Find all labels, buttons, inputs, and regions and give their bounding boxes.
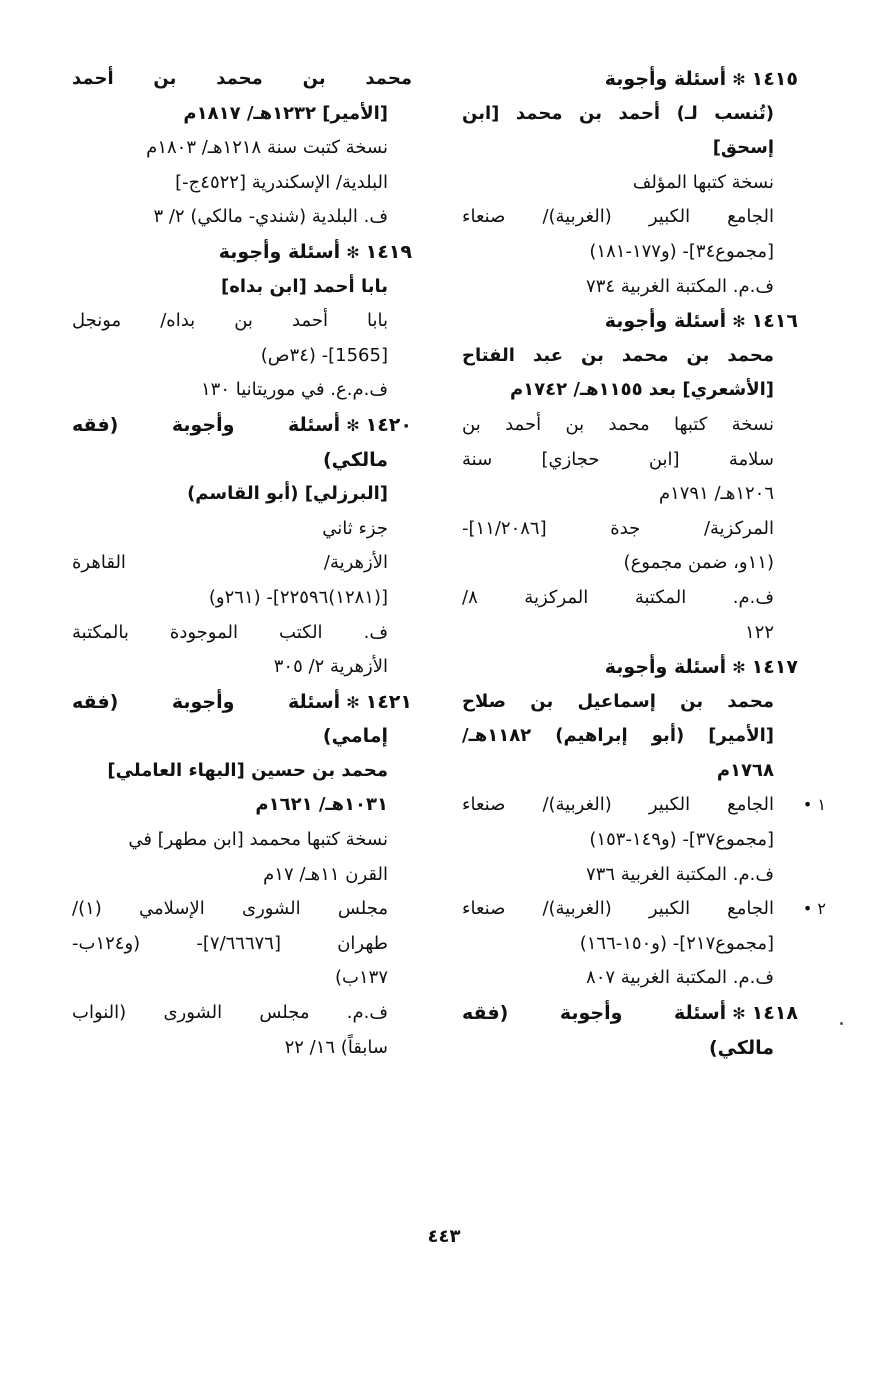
copy-reference: ف.م. المكتبة الغربية ٧٣٦ [586, 863, 774, 885]
entry-note: ١٢٠٦هـ/ ١٧٩١م [658, 483, 774, 505]
entry-1416 [462, 304, 798, 650]
entry-title: أسئلة وأجوبة [604, 656, 727, 679]
entry-title: أسئلة وأجوبة (فقه [72, 413, 341, 436]
entry-reference: ف. الكتب الموجودة بالمكتبة [72, 621, 388, 643]
star-icon: ✻ [346, 242, 360, 262]
star-icon: ✻ [346, 415, 360, 435]
entry-title: إمامي) [322, 725, 388, 748]
entry-reference: الأزهرية ٢/ ٣٠٥ [273, 656, 388, 678]
entry-number: ١٤٢١ [365, 690, 412, 713]
left-column [72, 62, 412, 1065]
entry-location: البلدية/ الإسكندرية [٤٥٢٢ج-] [175, 171, 388, 193]
entry-location: (١١و، ضمن مجموع) [623, 552, 774, 574]
entry-shelfmark: [مجموع٣٤]- (و١٧٧-١٨١) [589, 240, 774, 262]
entry-author: [الأشعري] بعد ١١٥٥هـ/ ١٧٤٢م [509, 379, 774, 401]
entry-author: محمد بن إسماعيل بن صلاح [462, 690, 774, 712]
entry-note: نسخة كتبها المؤلف [632, 171, 774, 193]
star-icon: ✻ [732, 312, 746, 332]
entry-author: [الأمير] ١٢٣٢هـ/ ١٨١٧م [183, 102, 388, 124]
margin-mark [840, 1022, 843, 1025]
entry-author: [البرزلي] (أبو القاسم) [187, 483, 388, 505]
entry-1418-continued [72, 62, 412, 235]
entry-author: إسحق] [712, 137, 774, 159]
entry-author: بابا أحمد [ابن بداه] [221, 275, 388, 297]
entry-location: الأزهرية/ القاهرة [72, 552, 388, 574]
entry-1415 [462, 62, 798, 304]
entry-number: ١٤٢٠ [365, 413, 412, 436]
entry-author: [الأمير] (أبو إبراهيم) ١١٨٢هـ/ [462, 725, 774, 747]
entry-heading [72, 685, 412, 720]
entry-heading [462, 650, 798, 685]
entry-author: (تُنسب لـ) أحمد بن محمد [ابن [462, 102, 774, 124]
entry-number: ١٤١٩ [365, 240, 412, 263]
entry-heading [462, 62, 798, 97]
entry-note: نسخة كتبها محمد بن أحمد بن [462, 413, 774, 435]
star-icon: ✻ [346, 692, 360, 712]
star-icon: ✻ [732, 658, 746, 678]
entry-reference: ف.م. المكتبة المركزية ٨/ [462, 586, 774, 608]
entry-author: ١٧٦٨م [716, 759, 774, 781]
entry-heading [462, 304, 798, 339]
entry-title: مالكي) [323, 448, 388, 471]
entry-author: ١٠٣١هـ/ ١٦٢١م [255, 794, 388, 816]
copy-location: ١ • الجامع الكبير (الغربية)/ صنعاء [462, 788, 798, 823]
copy-index: ١ • [802, 795, 826, 815]
entry-location: مجلس الشورى الإسلامي (١)/ [72, 898, 388, 920]
entry-number: ١٤١٨ [751, 1002, 798, 1025]
entry-reference: سابقاً) ١٦/ ٢٢ [284, 1036, 388, 1058]
entry-title: أسئلة وأجوبة [604, 310, 727, 333]
entry-author: محمد بن محمد بن أحمد [72, 68, 412, 89]
entry-author: محمد بن محمد بن عبد الفتاح [462, 344, 774, 366]
entry-number: ١٤١٥ [751, 68, 798, 90]
entry-title: أسئلة وأجوبة [604, 68, 727, 90]
entry-location: بابا أحمد بن بداه/ مونجل [72, 310, 388, 332]
entry-reference: ١٢٢ [744, 621, 774, 643]
right-column [462, 62, 826, 1065]
entry-location: [1565]- (٣٤ص) [260, 344, 388, 366]
entry-1417 [462, 650, 826, 996]
entry-heading [462, 996, 798, 1031]
entry-reference: ف. البلدية (شندي- مالكي) ٢/ ٣ [153, 206, 388, 228]
entry-reference: ف.م.ع. في موريتانيا ١٣٠ [201, 379, 388, 401]
entry-1419 [72, 235, 412, 408]
entry-title: أسئلة وأجوبة [218, 240, 341, 263]
copy-shelfmark: [مجموع٣٧]- (و١٤٩-١٥٣) [589, 829, 774, 851]
entry-heading [72, 235, 412, 270]
entry-1420 [72, 408, 412, 685]
entry-author: محمد بن حسين [البهاء العاملي] [107, 759, 388, 781]
entry-heading [72, 408, 412, 443]
copy-reference: ف.م. المكتبة الغربية ٨٠٧ [586, 967, 774, 989]
page-number: ٤٤٣ [427, 1226, 461, 1247]
copy-location: ٢ • الجامع الكبير (الغربية)/ صنعاء [462, 892, 798, 927]
entry-note: سلامة [ابن حجازي] سنة [462, 448, 774, 470]
entry-title: أسئلة وأجوبة (فقه [72, 690, 341, 713]
entry-reference: ف.م. المكتبة الغربية ٧٣٤ [586, 275, 774, 297]
copy-shelfmark: [مجموع٢١٧]- (و١٥٠-١٦٦) [579, 932, 774, 954]
bullet-icon: • [802, 795, 813, 815]
copy-index: ٢ • [802, 899, 826, 919]
entry-title: مالكي) [709, 1036, 774, 1059]
entry-reference: ف.م. مجلس الشورى (النواب [72, 1002, 388, 1024]
entry-location: المركزية/ جدة [١١/٢٠٨٦]- [462, 517, 774, 539]
entry-location: ١٣٧ب) [335, 967, 388, 989]
entry-1418 [462, 996, 798, 1065]
entry-note: نسخة كتبها محممد [ابن مطهر] في [128, 829, 388, 851]
entry-number: ١٤١٧ [751, 656, 798, 679]
entry-location: الجامع الكبير (الغربية)/ صنعاء [462, 206, 774, 228]
entry-location: طهران [٧/٦٦٦٧٦]- (و١٢٤ب- [72, 932, 388, 954]
entry-note: نسخة كتبت سنة ١٢١٨هـ/ ١٨٠٣م [146, 137, 388, 159]
entry-shelfmark: [(١٢٨١)٢٢٥٩٦]- (٢٦١و) [208, 586, 388, 608]
entry-note: القرن ١١هـ/ ١٧م [263, 863, 388, 885]
star-icon: ✻ [732, 70, 746, 89]
bullet-icon: • [802, 899, 813, 919]
entry-1421 [72, 685, 412, 1066]
entry-note: جزء ثاني [322, 517, 388, 539]
star-icon: ✻ [732, 1004, 746, 1024]
entry-number: ١٤١٦ [751, 310, 798, 333]
entry-title: أسئلة وأجوبة (فقه [462, 1002, 727, 1025]
